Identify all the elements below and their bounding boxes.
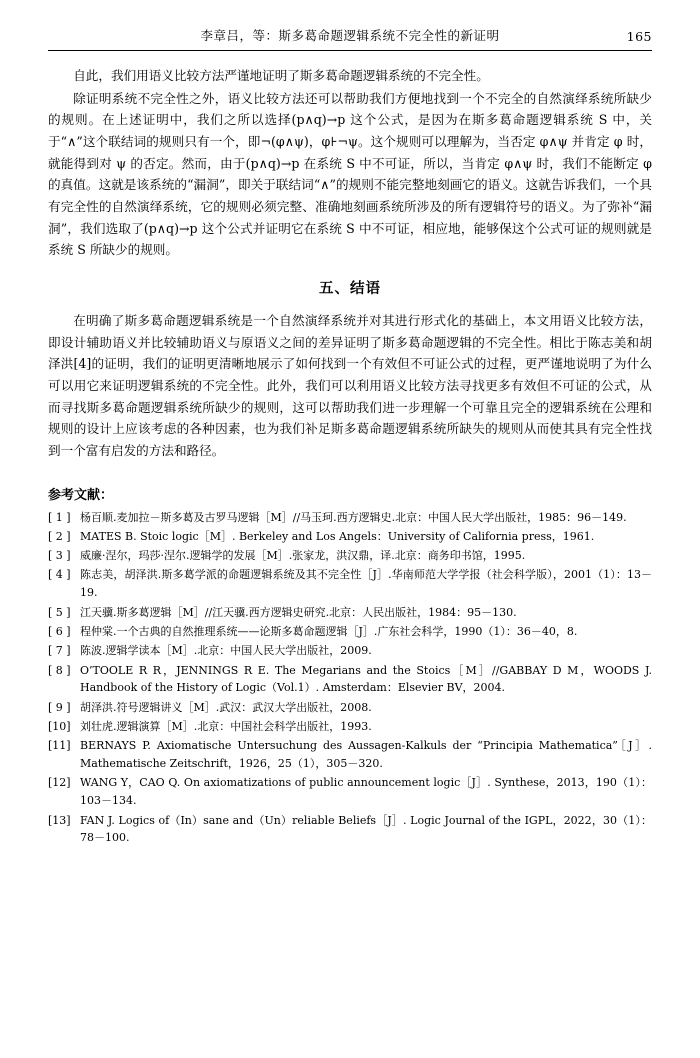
reference-number: [ 4 ] [48, 568, 71, 582]
paragraph: 在明确了斯多葛命题逻辑系统是一个自然演绎系统并对其进行形式化的基础上，本文用语义比较方法，即设计辅助语义并比较辅助语义与原语义之间的差异证明了斯多葛命题逻辑的不完全性。相比于陈志美和胡泽洪[4]的证明，我们的证明更清晰地展示了如何找到一个有效但不可证公式的过程，更严谨地说明了为什么可以用它来证明逻辑系统的不完全性。此外，我们可以利用语义比较方法寻找更多有效但不可证的公式，从而寻找斯多葛命题逻辑系统所缺少的规则，这可以帮助我们进一步理解一个可靠且完全的逻辑系统在公理和规则的设计上应该考虑的各种因素，也为我们补足斯多葛命题逻辑系统所缺失的规则从而使其具有完全性找到一个富有启发的方法和路径。 [48, 312, 652, 458]
reference-number: [ 6 ] [48, 624, 71, 638]
reference-text: 杨百顺.麦加拉－斯多葛及古罗马逻辑［M］//马玉珂.西方逻辑史.北京：中国人民大学出版社，1985：96－149. [80, 510, 627, 524]
list-item [48, 662, 652, 698]
reference-text: FAN J. Logics of（In）sane and（Un）reliable Beliefs［J］. Logic Journal of the IGPL，2022，30（1）：78－100. [80, 813, 652, 845]
page-header [48, 26, 652, 50]
list-item [48, 547, 652, 565]
section-heading: 五、结语 [319, 279, 381, 297]
body-text [48, 65, 652, 261]
reference-number: [13] [48, 813, 71, 827]
list-item [48, 774, 652, 810]
header-divider [48, 50, 652, 51]
list-item [48, 566, 652, 602]
reference-number: [ 2 ] [48, 529, 71, 543]
section-body [48, 310, 652, 462]
reference-text: BERNAYS P. Axiomatische Untersuchung des Aussagen-Kalkuls der “Principia Mathematica”［J］. Mathematische Zeitschrift，1926，25（1），305－320. [80, 739, 652, 771]
reference-list [48, 509, 652, 848]
reference-text: 威廉·涅尔，玛莎·涅尔.逻辑学的发展［M］.张家龙，洪汉鼎，译.北京：商务印书馆，1995. [80, 549, 526, 563]
reference-number: [ 5 ] [48, 605, 71, 619]
reference-number: [10] [48, 719, 71, 733]
list-item [48, 604, 652, 622]
reference-text: 胡泽洪.符号逻辑讲义［M］.武汉：武汉大学出版社，2008. [80, 700, 372, 714]
list-item [48, 699, 652, 717]
reference-text: 陈志美，胡泽洪.斯多葛学派的命题逻辑系统及其不完全性［J］.华南师范大学学报（社会科学版），2001（1）：13－19. [80, 568, 652, 600]
list-item [48, 642, 652, 660]
list-item [48, 737, 652, 773]
reference-text: MATES B. Stoic logic［M］. Berkeley and Los Angels：University of California press，1961. [80, 529, 595, 543]
reference-text: 江天骥.斯多葛逻辑［M］//江天骥.西方逻辑史研究.北京：人民出版社，1984：95－130. [80, 605, 517, 619]
paragraph: 除证明系统不完全性之外，语义比较方法还可以帮助我们方便地找到一个不完全的自然演绎系统所缺少的规则。在上述证明中，我们之所以选择(p∧q)→p 这个公式，是因为在斯多葛命题逻辑系统 S 中，关于“∧”这个联结词的规则只有一个，即¬(φ∧ψ)，φ⊦¬ψ。这个规则可以理解为，当否定 φ∧ψ 并肯定 φ 时，就能得到对 ψ 的否定。然而，由于(p∧q)→p 在系统 S 中不可证，所以，当肯定 φ∧ψ 时，我们不能断定 φ 的真值。这就是该系统的“漏洞”，即关于联结词“∧”的规则不能完整地刻画它的语义。这就告诉我们，一个具有完全性的自然演绎系统，它的规则必须完整、准确地刻画系统所涉及的所有逻辑符号的语义。为了弥补“漏洞”，我们选取了(p∧q)→p 这个公式并证明它在系统 S 中不可证，相应地，能够保这个公式可证的规则就是系统 S 所缺少的规则。 [48, 90, 652, 258]
reference-number: [ 8 ] [48, 663, 71, 677]
list-item [48, 812, 652, 848]
reference-number: [ 1 ] [48, 510, 71, 524]
page-number: 165 [626, 29, 652, 44]
reference-text: 刘壮虎.逻辑演算［M］.北京：中国社会科学出版社，1993. [80, 719, 372, 733]
reference-number: [ 9 ] [48, 700, 71, 714]
list-item [48, 528, 652, 546]
reference-text: WANG Y，CAO Q. On axiomatizations of public announcement logic［J］. Synthese，2013，190（1）：103－134. [80, 776, 652, 808]
reference-number: [ 7 ] [48, 644, 71, 658]
reference-text: 程仲棠.一个古典的自然推理系统——论斯多葛命题逻辑［J］.广东社会科学，1990（1）：36－40，8. [80, 624, 578, 638]
reference-number: [ 3 ] [48, 549, 71, 563]
running-head-title: 李章吕，等：斯多葛命题逻辑系统不完全性的新证明 [200, 28, 500, 43]
list-item [48, 718, 652, 736]
list-item [48, 623, 652, 641]
paragraph: 自此，我们用语义比较方法严谨地证明了斯多葛命题逻辑系统的不完全性。 [73, 68, 489, 83]
reference-text: O’TOOLE R R，JENNINGS R E. The Megarians and the Stoics［M］//GABBAY D M，WOODS J. Handbook of the History of Logic（Vol.1）. Amsterdam：Elsevier BV，2004. [80, 663, 652, 695]
list-item [48, 509, 652, 527]
reference-text: 陈波.逻辑学读本［M］.北京：中国人民大学出版社，2009. [80, 644, 372, 658]
reference-number: [11] [48, 739, 71, 753]
references-heading: 参考文献： [48, 487, 114, 503]
reference-number: [12] [48, 776, 71, 790]
